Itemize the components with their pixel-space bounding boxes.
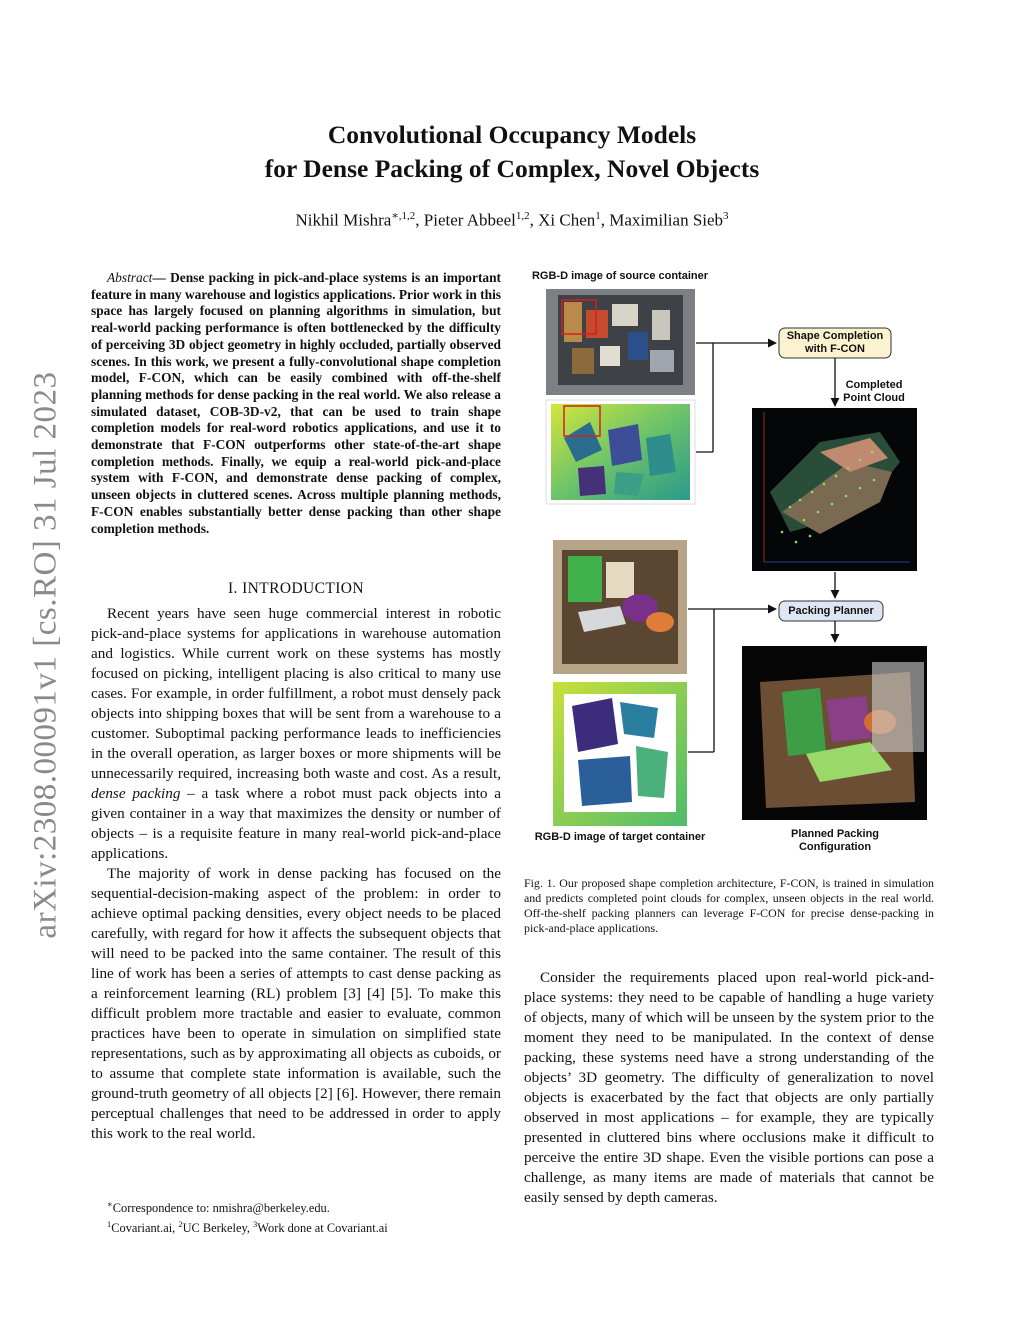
- target-rgb-image: [553, 540, 687, 674]
- affiliation-footnote: Covariant.ai,: [111, 1221, 179, 1236]
- source-container-label: RGB-D image of source container: [531, 270, 709, 282]
- author-affiliation: 1: [595, 210, 601, 222]
- author-name: Pieter Abbeel: [423, 210, 516, 230]
- affiliation-footnote: UC Berkeley,: [182, 1221, 254, 1236]
- planned-packing-image: [742, 646, 927, 820]
- abstract-label: Abstract: [107, 270, 153, 285]
- footnote-mark: 1: [107, 1219, 112, 1230]
- author-name: Xi Chen: [538, 210, 596, 230]
- source-rgb-image: [546, 289, 695, 395]
- author-name: Nikhil Mishra: [295, 210, 392, 230]
- footnote-mark: ∗: [107, 1199, 113, 1209]
- source-depth-image: [546, 400, 695, 504]
- correspondence-footnote: Correspondence to: nmishra@berkeley.edu.: [112, 1201, 330, 1216]
- author-affiliation: 3: [723, 210, 729, 222]
- intro-paragraph: The majority of work in dense packing has focused on the sequential-decision-making aspect of the problem: in order to achieve optimal packing densities, every object needs to be placed carefully, with regard for how it affects the subsequent objects that will need to be packed into the same container. The result of this line of work has been a series of attempts to cast dense packing as a reinforcement learning (RL) problem [3] [4] [5]. To make this difficult problem more tractable and easier to evaluate, common practices have been to operate in simulation on simplified state representations, such as by approximating all objects as cuboids, or to assume that complete state information is available, such the ground-truth geometry of all objects [2] [6]. However, there remain perceptual challenges that need to be addressed in order to apply this work to the real world.: [91, 865, 501, 1142]
- completed-point-cloud-image: [752, 408, 917, 571]
- title-line-2: for Dense Packing of Complex, Novel Objects: [264, 154, 760, 183]
- figure-caption: Fig. 1. Our proposed shape completion architecture, F-CON, is trained in simulation and predicts completed point clouds for complex, unseen objects in the real world. Off-the-shelf packing planners can leverage F-CON for precise dense-packing in pick-and-place applications.: [524, 876, 934, 935]
- author-affiliation: 1,2: [515, 210, 530, 222]
- abstract-text: — Dense packing in pick-and-place systems is an important feature in many warehouse and logistics applications. Prior work in this space has largely focused on planning algorithms in simulation, but real-world packing performance is often bottlenecked by the difficulty of perceiving 3D object geometry in highly occluded, partially observed scenes. In this work, we present a fully-convolutional shape completion model, F-CON, which can be easily combined with off-the-shelf planning methods for dense packing in the real world. We also release a simulated dataset, COB-3D-v2, that can be used to train shape completion models for real-word robotics applications, and use it to demonstrate that F-CON outperforms other state-of-the-art shape completion methods. Finally, we equip a real-world pick-and-place system with F-CON, and demonstrate dense packing of complex, unseen objects in cluttered scenes. Across multiple planning methods, F-CON enables substantially better dense packing than other shape completion methods.: [91, 270, 501, 536]
- author-name: Maximilian Sieb: [609, 210, 724, 230]
- target-container-label: RGB-D image of target container: [534, 831, 706, 843]
- arxiv-identifier-text: arXiv:2308.00091v1 [cs.RO] 31 Jul 2023: [27, 371, 64, 939]
- arxiv-identifier: [25, 365, 67, 945]
- intro-p1-emphasis: dense packing: [91, 785, 181, 802]
- abstract: [91, 270, 501, 537]
- intro-paragraph: Consider the requirements placed upon real-world pick-and-place systems: they need to be capable of handling a huge variety of objects, many of which will be unseen by the system prior to the moment they need to be manipulated. In the context of dense packing, these systems need have a strong understanding of the objects’ 3D geometry. The difficulty of generalization to novel objects is exacerbated by the fact that objects are only partially observed in most applications – for example, they are typically presented in cluttered bins where occlusions make it difficult to perceive the entire 3D shape. Even the visible portions can pose a challenge, as many items are made of materials that cannot be easily sensed by depth cameras.: [524, 969, 934, 1206]
- intro-p1-end: – a task where a robot must pack objects into a given container in a way that maximizes the density or number of objects – is a requisite feature in many real-world pick-and-place applications.: [91, 785, 502, 862]
- author-affiliation: ∗,1,2: [391, 210, 416, 222]
- affiliation-footnote: Work done at Covariant.ai: [257, 1221, 388, 1236]
- section-heading: I. INTRODUCTION: [227, 580, 364, 597]
- title-line-1: Convolutional Occupancy Models: [327, 120, 697, 149]
- paper-title: [0, 118, 1024, 186]
- shape-completion-box-label: Shape Completion with F-CON: [786, 330, 884, 355]
- intro-paragraph: [91, 604, 501, 864]
- packing-planner-box-label: Packing Planner: [788, 605, 874, 617]
- target-depth-image: [553, 682, 687, 826]
- completed-point-cloud-label: Completed Point Cloud: [843, 379, 905, 404]
- footnote-mark: 2: [178, 1219, 183, 1230]
- intro-p1-start: Recent years have seen huge commercial interest in robotic pick-and-place systems for applications in warehouse automation and logistics. While current work on these systems has mostly focused on picking, intelligent placing is also critical to many use cases. For example, in order fulfillment, a robot must densely pack objects into shipping boxes that will be sent from a warehouse to a customer. Suboptimal packing performance leads to inefficiencies in the overall operation, as larger boxes or more shipments will be unnecessarily required, increasing both waste and cost. As a result,: [91, 605, 501, 782]
- figure-1: [520, 262, 940, 862]
- footnotes: [91, 1196, 501, 1236]
- planned-packing-label: Planned Packing Configuration: [790, 828, 880, 853]
- author-list: Nikhil Mishra$^{∗,1,2}$, Pieter Abbeel$^{1,2}$, Xi Chen$^1$, Maximilian Sieb$^3$: [295, 210, 729, 230]
- footnote-mark: 3: [253, 1219, 258, 1230]
- right-column-body: [524, 968, 934, 1208]
- introduction-body: [91, 604, 501, 1144]
